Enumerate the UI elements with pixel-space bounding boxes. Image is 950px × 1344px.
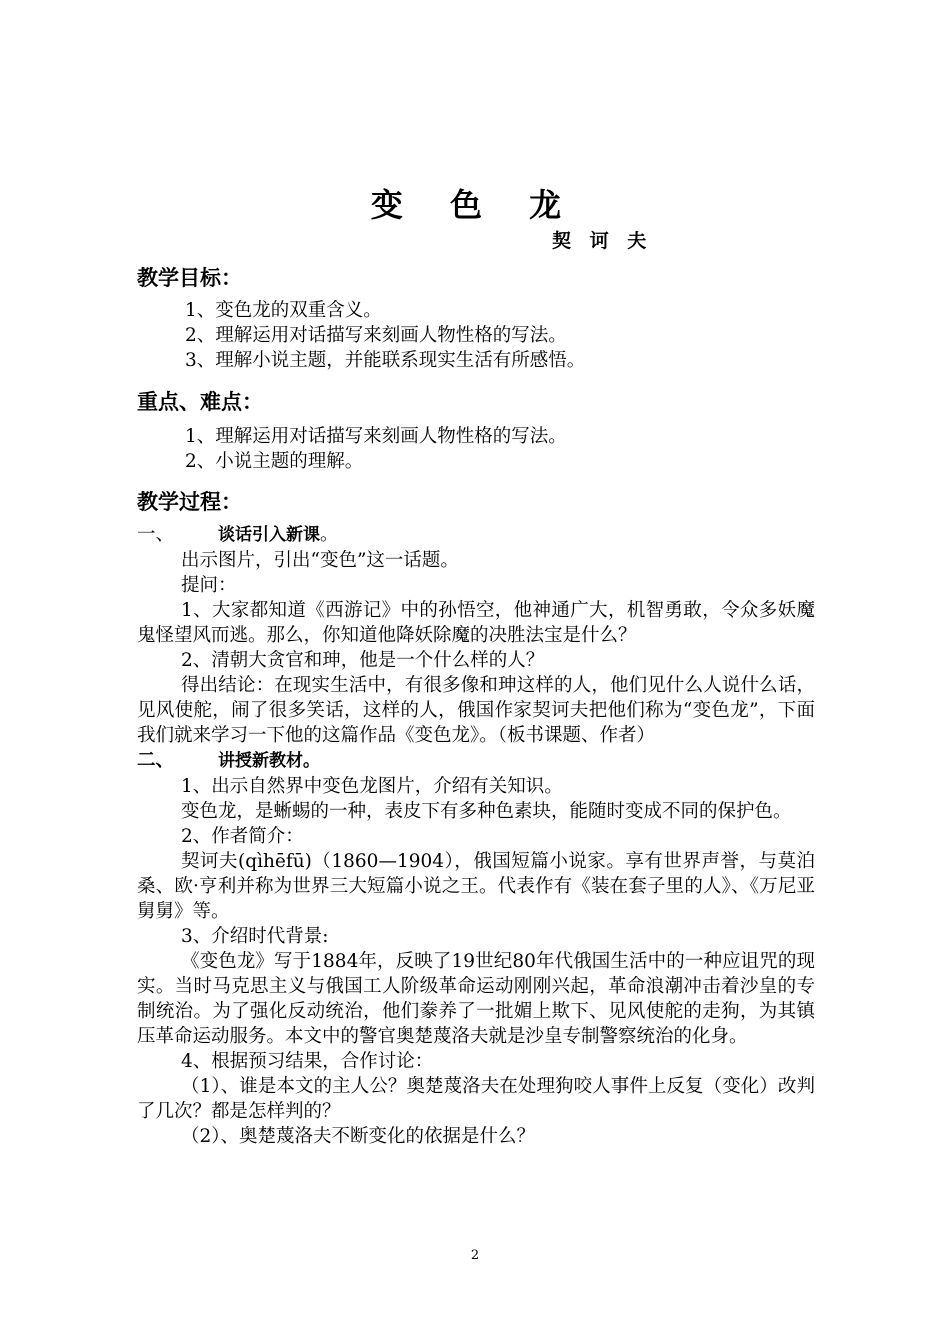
paragraph: （1）、谁是本文的主人公？奥楚蔑洛夫在处理狗咬人事件上反复（变化）改判了几次？都是怎样判的？ [137,1076,815,1122]
objectives-list [137,298,863,373]
paragraph: 2、作者简介： [181,826,304,847]
paragraph: 2、清朝大贪官和珅，他是一个什么样的人？ [181,650,545,671]
list-item: 2、小说主题的理解。 [185,451,364,472]
part2-number: 二、 [137,750,175,771]
paragraph: 变色龙，是蜥蜴的一种，表皮下有多种色素块，能随时变成不同的保护色。 [181,801,792,822]
paragraph: 得出结论：在现实生活中，有很多像和珅这样的人，他们见什么人说什么话，见风使舵，闹了很多笑话，这样的人，俄国作家契诃夫把他们称为“变色龙”，下面我们就来学习一下他的这篇作品《变色龙》。（板书课题、作者） [137,675,815,746]
page-number: 2 [470,1248,480,1263]
paragraph: （2）、奥楚蔑洛夫不断变化的依据是什么？ [181,1126,536,1147]
list-item: 2、理解运用对话描写来刻画人物性格的写法。 [185,325,567,346]
paragraph: 1、出示自然界中变色龙图片，介绍有关知识。 [181,776,563,797]
paragraph: 3、介绍时代背景: [181,926,329,947]
paragraph: 《变色龙》写于1884年，反映了19世纪80年代俄国生活中的一种应诅咒的现实。当时马克思主义与俄国工人阶级革命运动刚刚兴起，革命浪潮冲击着沙皇的专制统治。为了强化反动统治，他们豢养了一批媚上欺下、见风使舵的走狗，为其镇压革命运动服务。本文中的警官奥楚蔑洛夫就是沙皇专制警察统治的化身。 [137,951,815,1047]
part1-title-end: 。 [320,524,339,545]
keypoints-heading: 重点、难点： [137,390,263,414]
paragraph: 契诃夫(qìhēfū)（1860—1904），俄国短篇小说家。享有世界声誉，与莫泊桑、欧·亨利并称为世界三大短篇小说之王。代表作有《装在套子里的人》、《万尼亚舅舅》等。 [137,851,815,922]
part1-title: 谈话引入新课 [218,525,321,545]
paragraph: 提问： [181,575,237,596]
part2-title: 讲授新教材。 [218,751,321,771]
part2-heading [137,748,815,774]
part1-heading [137,522,815,548]
list-item: 1、变色龙的双重含义。 [185,300,382,321]
process-heading: 教学过程： [137,490,242,514]
paragraph: 出示图片，引出“变色”这一话题。 [181,550,459,571]
part1-number: 一、 [137,524,175,545]
author-name: 契 诃 夫 [552,230,653,252]
keypoints-list [137,424,863,474]
paragraph: 4、根据预习结果，合作讨论： [181,1051,434,1072]
paragraph: 1、大家都知道《西游记》中的孙悟空，他神通广大，机智勇敢，令众多妖魔鬼怪望风而逃。那么，你知道他降妖除魔的决胜法宝是什么？ [137,600,815,646]
process-body [137,522,815,1149]
list-item: 3、理解小说主题，并能联系现实生活有所感悟。 [185,350,586,371]
list-item: 1、理解运用对话描写来刻画人物性格的写法。 [185,426,567,447]
objectives-heading: 教学目标： [137,266,242,290]
document-title: 变 色 龙 [370,186,580,224]
